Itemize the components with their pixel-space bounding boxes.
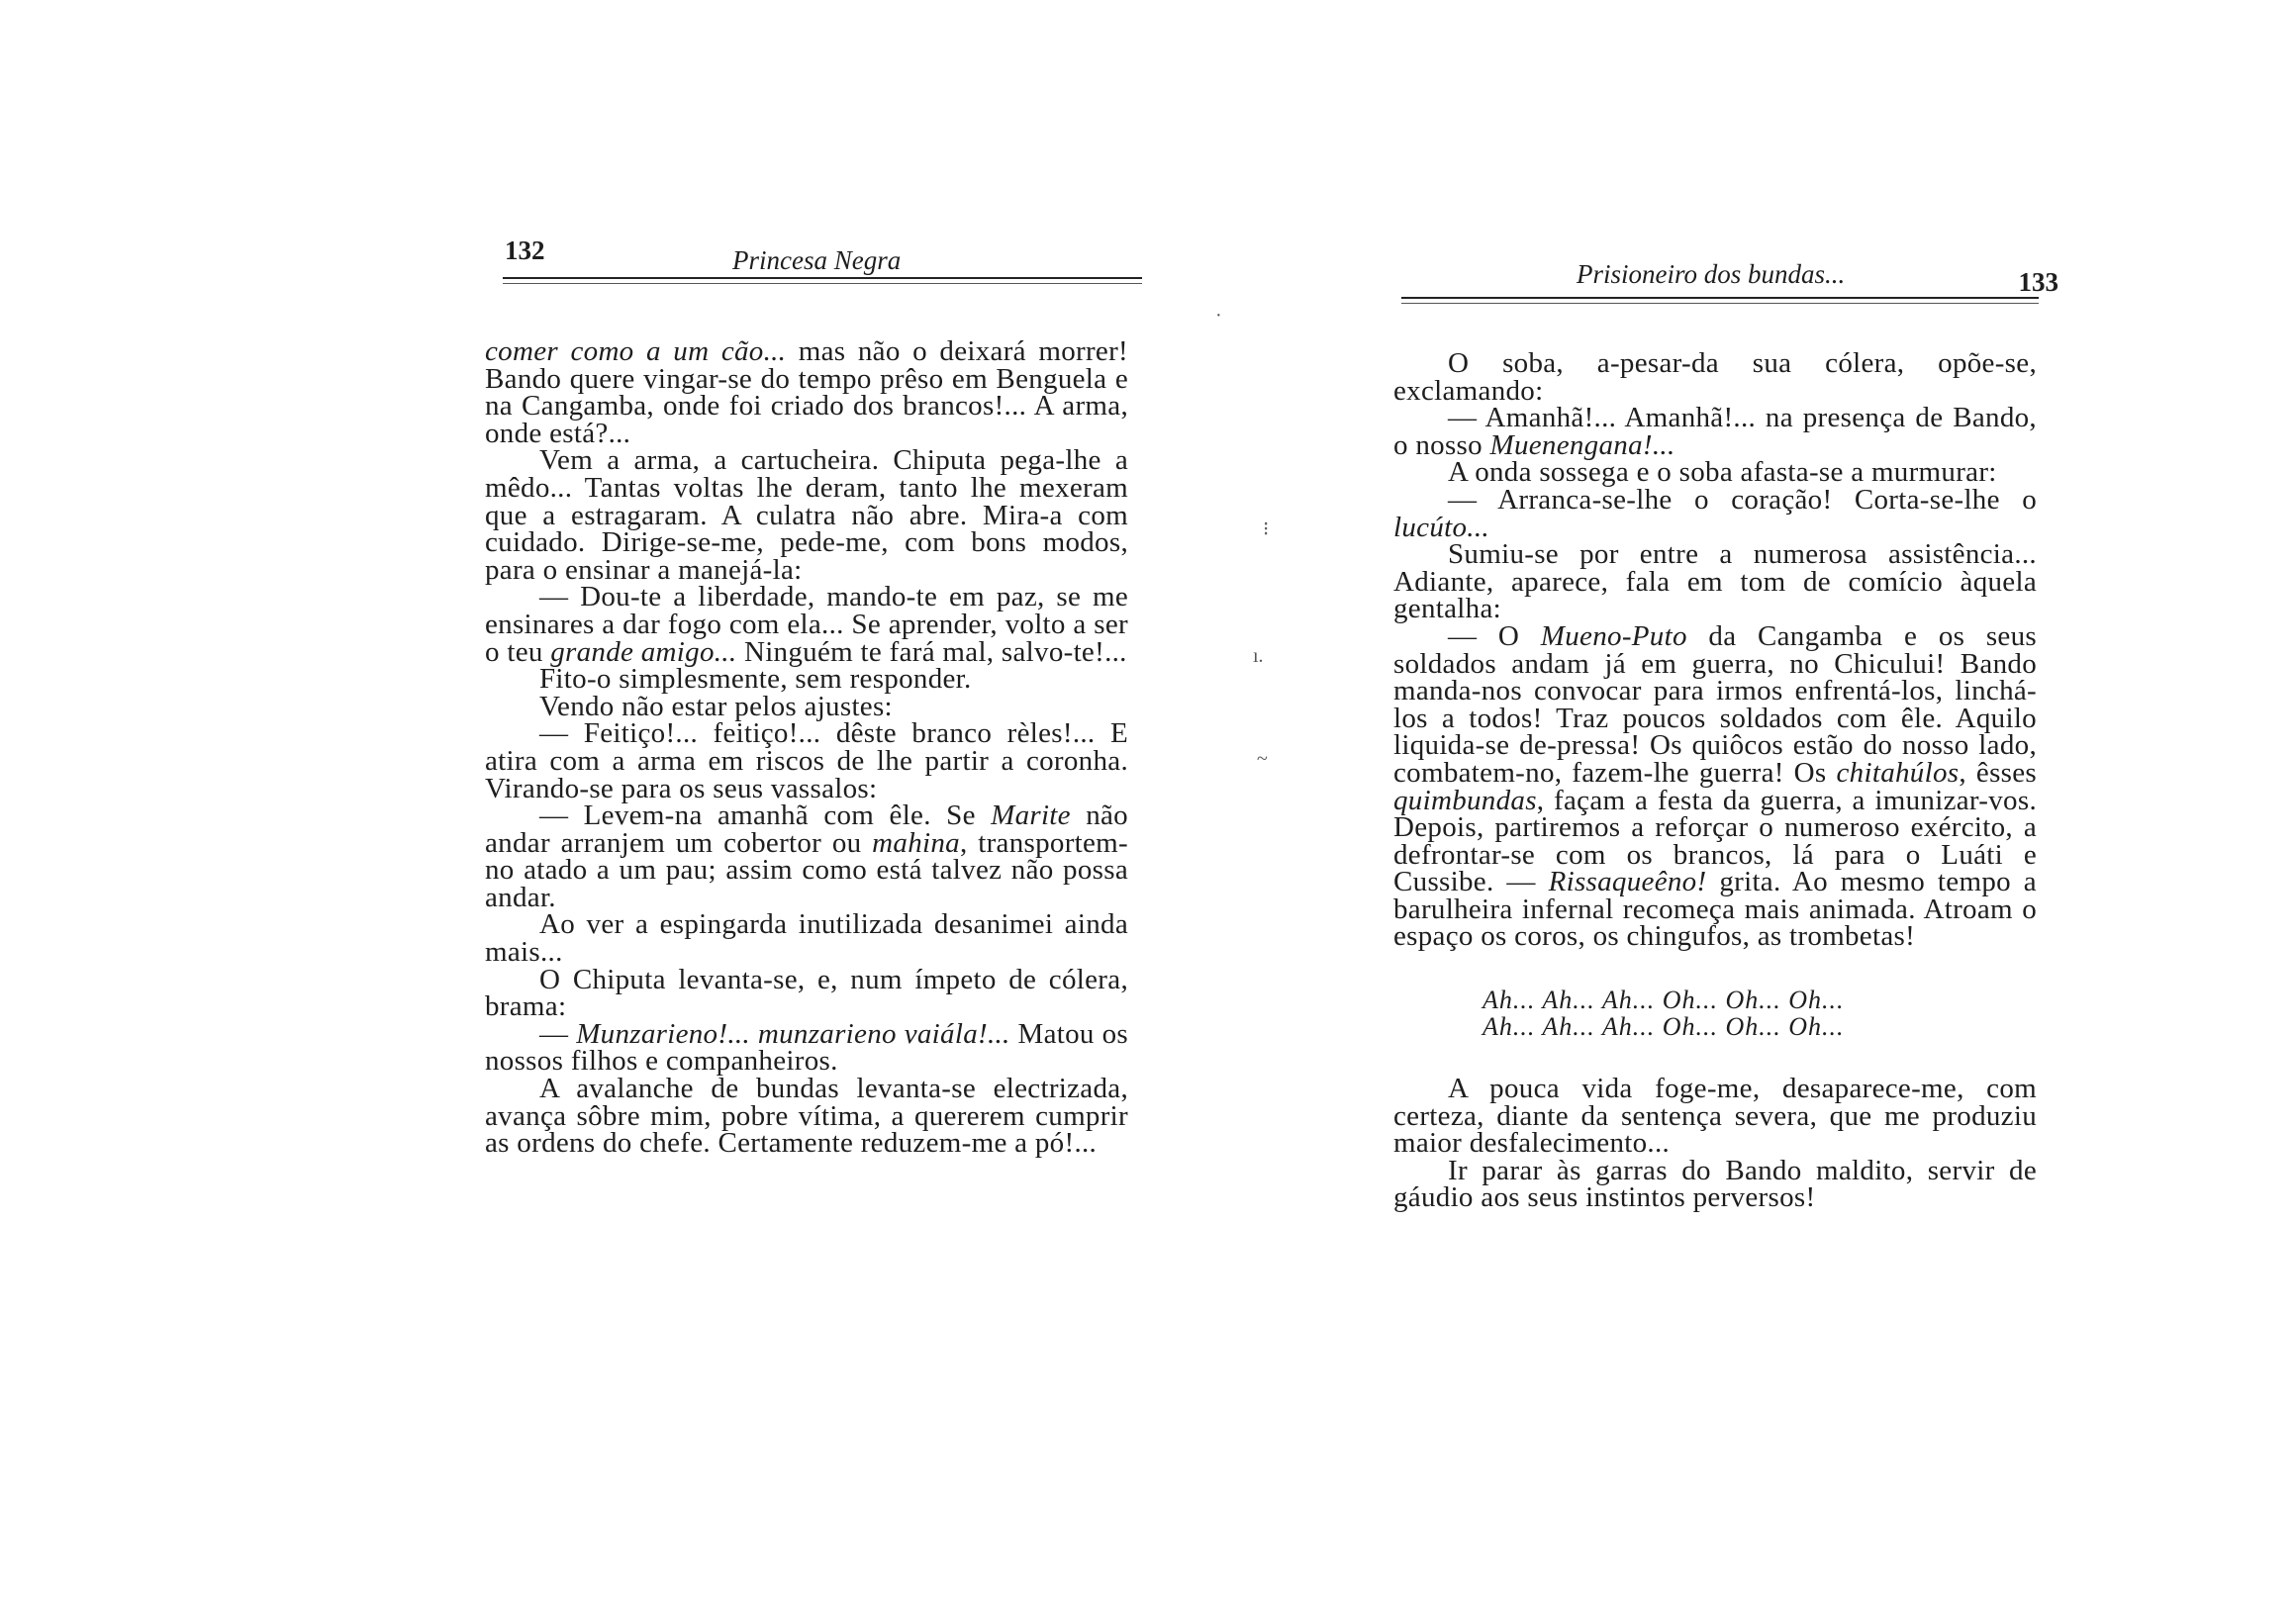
text-run: , transportem-no atado a um pau; assim como está talvez não possa andar.	[485, 826, 1128, 913]
text-run: Ninguém te fará mal, salvo-te!...	[736, 635, 1127, 668]
right-running-title: Prisioneiro dos bundas...	[1577, 259, 1846, 289]
paragraph	[485, 963, 1128, 1023]
chant-verse	[1393, 987, 2037, 1040]
chant-line: Ah... Ah... Ah... Oh... Oh... Oh...	[1483, 986, 1845, 1015]
paragraph	[1393, 456, 2037, 489]
paragraph	[485, 444, 1128, 586]
text-run: , êsses	[1959, 756, 2037, 789]
text-run: não andar arranjem um cobertor ou	[485, 800, 1128, 859]
left-running-title: Princesa Negra	[732, 245, 902, 275]
text-run: grita. Ao mesmo tempo a barulheira infernal recomeça mais animada. Atroam o espaço os coros, os chingufos, as trombetas!	[1393, 866, 2037, 953]
paragraph	[485, 908, 1128, 969]
paragraph	[1393, 347, 2037, 407]
paragraph	[485, 335, 1129, 449]
scan-speck: ⁝	[1263, 518, 1270, 540]
text-run: A onda sossega e o soba afasta-se a murmurar:	[1448, 456, 1997, 489]
text-run: Fito-o simplesmente, sem responder.	[539, 663, 972, 696]
left-body-text	[485, 335, 1129, 1160]
paragraph	[485, 1073, 1128, 1160]
italic-run: grande amigo...	[550, 635, 737, 668]
right-main-paragraphs	[1393, 347, 2037, 953]
text-run: Matou os nossos filhos e companheiros.	[485, 1017, 1129, 1078]
paragraph	[485, 1017, 1129, 1078]
left-header-rule	[503, 277, 1142, 284]
text-run: — Arranca-se-lhe o coração! Corta-se-lhe o	[1448, 483, 2037, 516]
paragraph	[485, 581, 1128, 668]
left-page-number: 132	[505, 235, 545, 265]
text-run: — Dou-te a liberdade, mando-te em paz, se me ensinares a dar fogo com ela... Se aprender, volto a ser o teu	[485, 581, 1128, 668]
right-page-number: 133	[2018, 267, 2058, 297]
italic-run: Munzarieno!... munzarieno vaiála!...	[576, 1017, 1010, 1050]
paragraph	[485, 802, 1128, 911]
scan-speck: ·	[1215, 305, 1222, 327]
scan-speck: ı.	[1253, 645, 1264, 667]
text-run: Ao ver a espingarda inutilizada desanimei ainda mais...	[485, 908, 1128, 969]
paragraph	[1393, 483, 2037, 543]
text-run: — Feitiço!... feitiço!... dêste branco rèles!... E atira com a arma em riscos de lhe partir a coronha. Virando-se para os seus vassalos:	[485, 717, 1128, 804]
text-run: , façam a festa da guerra, a imunizar-vos. Depois, partiremos a reforçar o numeroso exército, a defrontar-se com os brancos, lá para o Luáti e Cussibe. —	[1393, 784, 2037, 898]
paragraph	[1393, 619, 2037, 953]
text-run: — Levem-na amanhã com êle. Se	[539, 800, 992, 832]
text-run: O Chiputa levanta-se, e, num ímpeto de cólera, brama:	[485, 963, 1128, 1023]
text-run: — Amanhã!... Amanhã!... na presença de Bando, o nosso	[1393, 402, 2037, 461]
text-run: mas não o deixará morrer! Bando quere vingar-se do tempo prêso em Benguela e na Cangamba, onde foi criado dos brancos!... A arma, onde está?...	[485, 335, 1129, 449]
italic-run: comer como a um cão...	[485, 335, 787, 367]
paragraph	[1393, 402, 2037, 461]
text-run: Vem a arma, a cartucheira. Chiputa pega-lhe a mêdo... Tantas voltas lhe deram, tanto lhe mexeram que a estragaram. A culatra não abre. Mira-a com cuidado. Dirige-se-me, pede-me, com bons modos, para o ensinar a manejá-la:	[485, 444, 1128, 586]
text-run: — O	[1448, 619, 1541, 652]
italic-run: lucúto...	[1393, 511, 1489, 543]
right-body-text	[1393, 347, 2037, 1214]
italic-run: mahina	[872, 826, 960, 859]
paragraph	[1393, 1073, 2037, 1160]
right-header-rule	[1401, 297, 2039, 304]
text-run: da Cangamba e os seus soldados andam já em guerra, no Chicului! Bando manda-nos convocar para irmos enfrentá-los, linchá-los a todos! Traz poucos soldados com êle. Aquilo liquida-se de-pressa! Os quiôcos estão do nosso lado, combatem-no, fazem-lhe guerra! Os	[1393, 619, 2037, 789]
italic-run: quimbundas	[1393, 784, 1537, 816]
text-run: Ir parar às garras do Bando maldito, servir de gáudio aos seus instintos perversos!	[1393, 1154, 2037, 1214]
text-run: Sumiu-se por entre a numerosa assistência... Adiante, aparece, fala em tom de comício àquela gentalha:	[1393, 538, 2037, 625]
italic-run: Rissaqueêno!	[1548, 866, 1707, 898]
paragraph	[485, 663, 1128, 696]
paragraph	[485, 717, 1128, 804]
text-run: Vendo não estar pelos ajustes:	[539, 690, 893, 722]
text-run: A pouca vida foge-me, desaparece-me, com certeza, diante da sentença severa, que me produziu maior desfalecimento...	[1393, 1073, 2037, 1160]
right-closing-paragraphs	[1393, 1073, 2037, 1214]
paragraph	[485, 690, 1128, 722]
chant-line: Ah... Ah... Ah... Oh... Oh... Oh...	[1483, 1012, 1845, 1042]
italic-run: Mueno-Puto	[1540, 619, 1687, 652]
italic-run: Marite	[991, 800, 1071, 832]
text-run: A avalanche de bundas levanta-se electrizada, avança sôbre mim, pobre vítima, a quererem cumprir as ordens do chefe. Certamente reduzem-me a pó!...	[485, 1073, 1128, 1160]
left-running-header	[485, 235, 1138, 281]
right-running-header	[1393, 235, 2058, 297]
italic-run: chitahúlos	[1836, 756, 1960, 789]
paragraph	[1393, 1154, 2037, 1214]
text-run: —	[539, 1017, 577, 1050]
paragraph	[1393, 538, 2037, 625]
text-run: O soba, a-pesar-da sua cólera, opõe-se, exclamando:	[1393, 347, 2037, 407]
italic-run: Muenengana!...	[1489, 428, 1675, 461]
scan-speck: ~	[1257, 748, 1268, 770]
